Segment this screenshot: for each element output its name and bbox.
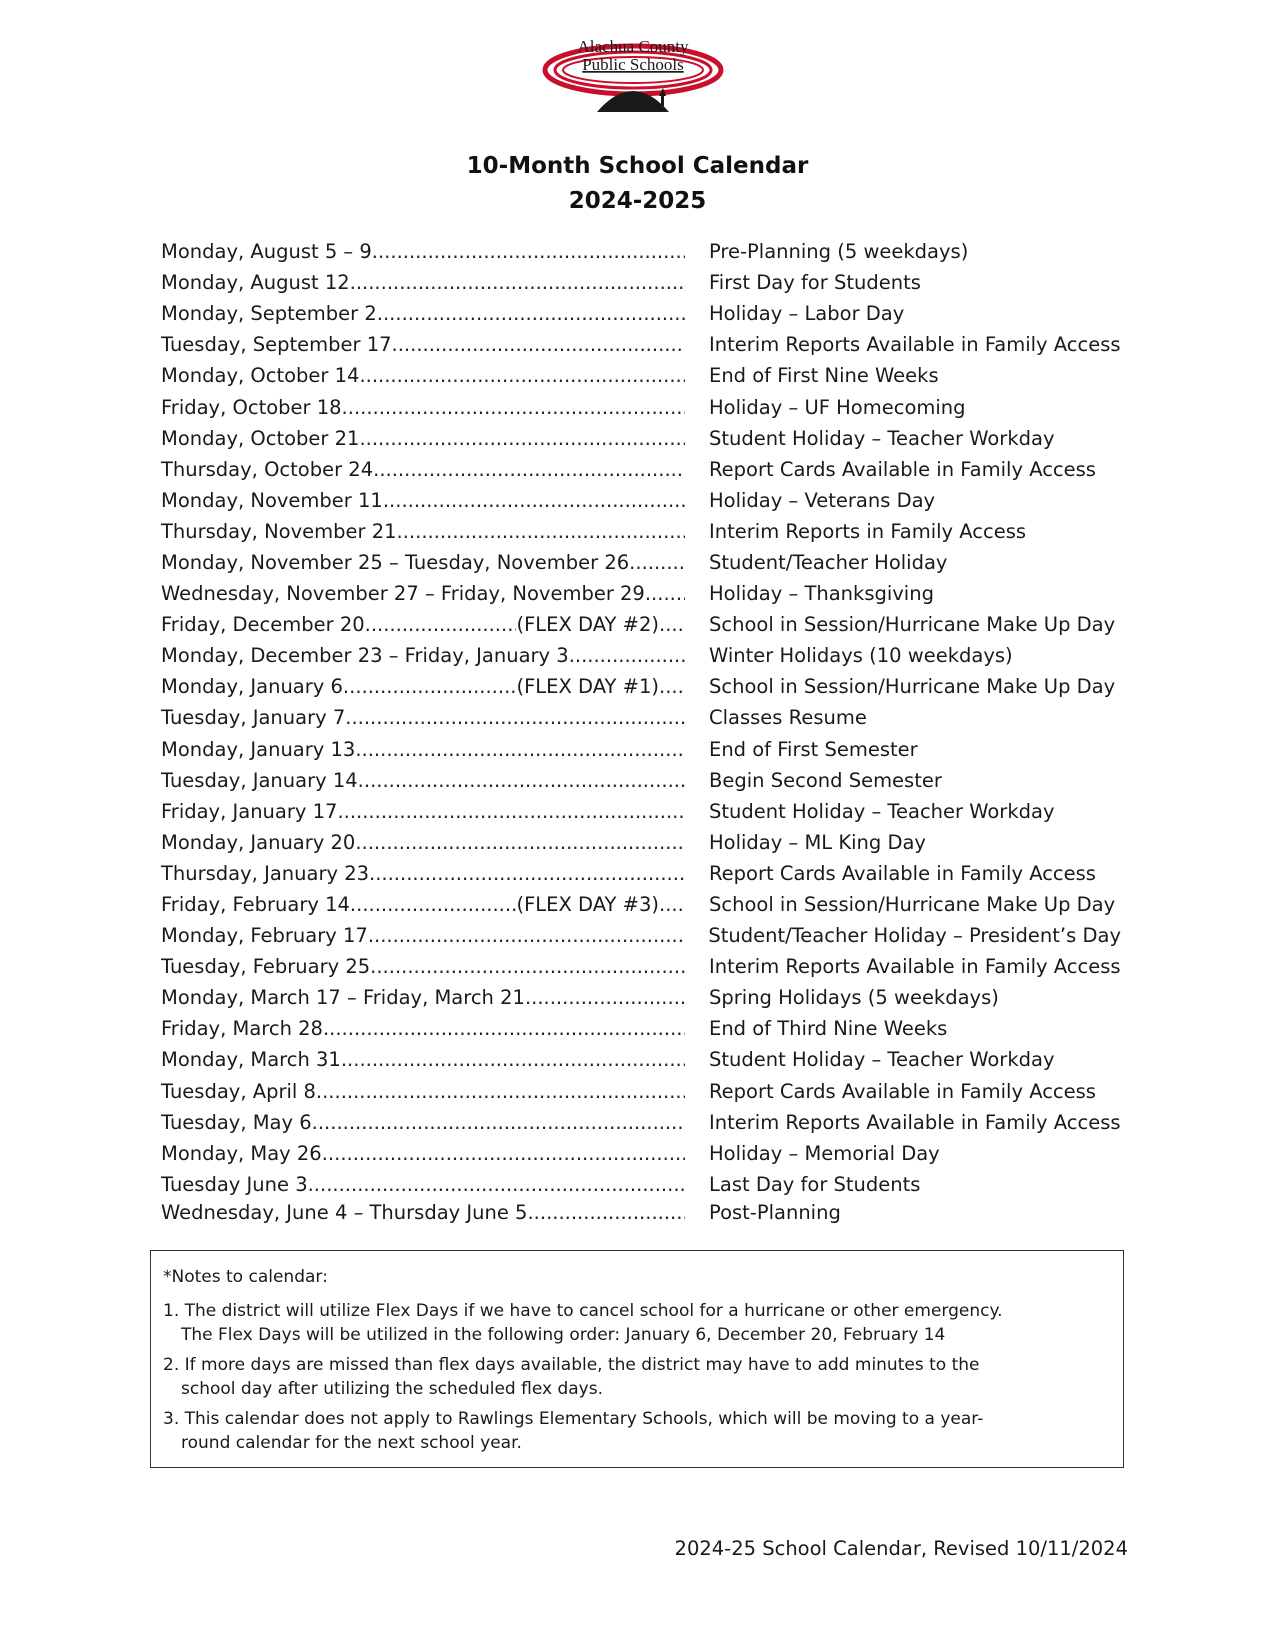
calendar-row bbox=[161, 423, 1121, 454]
calendar-row bbox=[161, 858, 1121, 889]
calendar-row bbox=[161, 640, 1121, 671]
calendar-date: Monday, October 14 bbox=[161, 364, 360, 388]
dot-leader bbox=[372, 240, 685, 263]
calendar-event: Winter Holidays (10 weekdays) bbox=[709, 644, 1013, 668]
flex-day-label: (FLEX DAY #2) bbox=[516, 613, 659, 637]
calendar-row bbox=[161, 702, 1121, 733]
calendar-row bbox=[161, 391, 1121, 422]
calendar-date: Tuesday, February 25 bbox=[161, 955, 371, 979]
dot-leader bbox=[350, 271, 685, 294]
dot-leader bbox=[358, 769, 685, 792]
calendar-event: Holiday – Thanksgiving bbox=[709, 582, 934, 606]
date-cell bbox=[161, 333, 685, 356]
date-cell bbox=[161, 986, 685, 1009]
calendar-row bbox=[161, 578, 1121, 609]
dot-leader bbox=[323, 1017, 685, 1040]
dot-leader bbox=[369, 862, 685, 885]
date-cell bbox=[161, 955, 685, 978]
dot-leader bbox=[377, 302, 685, 325]
calendar-date: Tuesday, January 7 bbox=[161, 706, 346, 730]
date-cell bbox=[161, 489, 685, 512]
calendar-row bbox=[161, 1076, 1121, 1107]
calendar-date: Monday, February 17 bbox=[161, 924, 368, 948]
dot-leader bbox=[355, 738, 685, 761]
calendar-event: Last Day for Students bbox=[709, 1172, 921, 1196]
calendar-event: Interim Reports in Family Access bbox=[709, 519, 1027, 543]
calendar-row bbox=[161, 671, 1121, 702]
date-cell bbox=[161, 458, 685, 481]
calendar-event: End of First Nine Weeks bbox=[709, 364, 939, 388]
calendar-date: Monday, January 13 bbox=[161, 737, 356, 761]
date-cell bbox=[161, 706, 685, 729]
calendar-event: School in Session/Hurricane Make Up Day bbox=[709, 893, 1116, 917]
calendar-date: Friday, October 18 bbox=[161, 395, 342, 419]
dot-leader bbox=[355, 831, 685, 854]
calendar-date: Wednesday, June 4 – Thursday June 5 bbox=[161, 1200, 528, 1224]
date-cell bbox=[161, 551, 685, 574]
calendar-date: Tuesday, April 8 bbox=[161, 1079, 316, 1103]
calendar-row bbox=[161, 982, 1121, 1013]
notes-box bbox=[150, 1250, 1124, 1468]
dot-leader bbox=[350, 893, 517, 916]
calendar-row bbox=[161, 485, 1121, 516]
calendar-date: Friday, December 20 bbox=[161, 613, 365, 637]
dot-leader bbox=[368, 924, 685, 947]
dot-leader bbox=[359, 364, 685, 387]
calendar-row bbox=[161, 329, 1121, 360]
calendar-row bbox=[161, 765, 1121, 796]
dot-leader bbox=[365, 613, 517, 636]
date-cell bbox=[161, 644, 685, 667]
dot-leader bbox=[312, 1111, 685, 1134]
calendar-row bbox=[161, 547, 1121, 578]
calendar-event: End of First Semester bbox=[709, 737, 918, 761]
dot-leader bbox=[342, 396, 685, 419]
dot-leader bbox=[392, 333, 685, 356]
calendar-date: Friday, January 17 bbox=[161, 799, 338, 823]
date-cell bbox=[161, 1173, 685, 1196]
calendar-event: Begin Second Semester bbox=[709, 768, 942, 792]
calendar-date: Monday, December 23 – Friday, January 3 bbox=[161, 644, 569, 668]
calendar-date: Thursday, October 24 bbox=[161, 457, 374, 481]
calendar-event: Report Cards Available in Family Access bbox=[709, 457, 1096, 481]
flex-day-label: (FLEX DAY #1) bbox=[516, 675, 659, 699]
calendar-date: Monday, January 20 bbox=[161, 830, 356, 854]
calendar-event: Student/Teacher Holiday bbox=[709, 550, 948, 574]
calendar-date: Monday, January 6 bbox=[161, 675, 343, 699]
date-cell bbox=[161, 271, 685, 294]
calendar-date: Monday, August 12 bbox=[161, 271, 350, 295]
date-cell bbox=[161, 240, 685, 263]
calendar-event: Pre-Planning (5 weekdays) bbox=[709, 240, 969, 264]
calendar-date: Monday, November 25 – Tuesday, November 26 bbox=[161, 550, 630, 574]
calendar-date: Friday, March 28 bbox=[161, 1017, 323, 1041]
date-cell bbox=[161, 831, 685, 854]
calendar-row bbox=[161, 951, 1121, 982]
calendar-date: Monday, August 5 – 9 bbox=[161, 240, 372, 264]
dot-leader bbox=[527, 1201, 685, 1224]
date-cell bbox=[161, 396, 685, 419]
calendar-row bbox=[161, 1044, 1121, 1075]
note-item: 3. This calendar does not apply to Rawlings Elementary Schools, which will be moving to a year-round calendar for the next school year. bbox=[163, 1409, 984, 1453]
date-cell bbox=[161, 893, 685, 916]
calendar-event: Spring Holidays (5 weekdays) bbox=[709, 986, 999, 1010]
calendar-event: School in Session/Hurricane Make Up Day bbox=[709, 613, 1116, 637]
calendar-date: Monday, September 2 bbox=[161, 302, 377, 326]
calendar-event: Student Holiday – Teacher Workday bbox=[709, 1048, 1055, 1072]
date-cell bbox=[161, 862, 685, 885]
calendar-row bbox=[161, 827, 1121, 858]
date-cell bbox=[161, 1048, 685, 1071]
dot-leader bbox=[343, 675, 517, 698]
calendar-date: Tuesday June 3 bbox=[161, 1172, 308, 1196]
date-cell bbox=[161, 675, 685, 698]
date-cell bbox=[161, 1080, 685, 1103]
calendar-date: Wednesday, November 27 – Friday, November 29 bbox=[161, 582, 645, 606]
dot-leader bbox=[322, 1142, 685, 1165]
dot-leader bbox=[525, 986, 685, 1009]
dot-leader bbox=[383, 489, 685, 512]
calendar-date: Thursday, January 23 bbox=[161, 861, 370, 885]
calendar-event: Student Holiday – Teacher Workday bbox=[709, 426, 1055, 450]
calendar-event: First Day for Students bbox=[709, 271, 921, 295]
date-cell bbox=[161, 1201, 685, 1224]
calendar-event: Holiday – UF Homecoming bbox=[709, 395, 966, 419]
calendar-event: Interim Reports Available in Family Access bbox=[709, 1110, 1121, 1134]
dot-leader bbox=[341, 1048, 685, 1071]
note-item: 2. If more days are missed than flex days available, the district may have to add minutes to the school day after utilizing the scheduled flex days. bbox=[163, 1355, 980, 1399]
calendar-schedule bbox=[161, 236, 1121, 1228]
dot-leader bbox=[659, 893, 685, 916]
dot-leader bbox=[397, 520, 685, 543]
calendar-event: Classes Resume bbox=[709, 706, 867, 730]
calendar-row bbox=[161, 889, 1121, 920]
calendar-event: Interim Reports Available in Family Access bbox=[709, 955, 1121, 979]
page-title: 10-Month School Calendar bbox=[466, 153, 809, 179]
calendar-row bbox=[161, 298, 1121, 329]
calendar-row bbox=[161, 796, 1121, 827]
calendar-date: Monday, March 31 bbox=[161, 1048, 341, 1072]
calendar-event: Report Cards Available in Family Access bbox=[709, 1079, 1096, 1103]
dot-leader bbox=[316, 1080, 685, 1103]
dot-leader bbox=[359, 427, 685, 450]
date-cell bbox=[161, 769, 685, 792]
calendar-event: Student/Teacher Holiday – President’s Day bbox=[708, 924, 1121, 948]
footer-revision: 2024-25 School Calendar, Revised 10/11/2024 bbox=[674, 1537, 1128, 1560]
calendar-event: Holiday – Memorial Day bbox=[709, 1141, 940, 1165]
dot-leader bbox=[569, 644, 685, 667]
dot-leader bbox=[373, 458, 685, 481]
calendar-row bbox=[161, 1169, 1121, 1200]
dot-leader bbox=[370, 955, 685, 978]
date-cell bbox=[161, 613, 685, 636]
dot-leader bbox=[308, 1173, 685, 1196]
dot-leader bbox=[659, 675, 685, 698]
calendar-date: Monday, May 26 bbox=[161, 1141, 322, 1165]
note-item: 1. The district will utilize Flex Days if we have to cancel school for a hurricane or other emergency. The Flex Days will be utilized in the following order: January 6, December 20, February 14 bbox=[163, 1301, 1003, 1345]
calendar-date: Monday, March 17 – Friday, March 21 bbox=[161, 986, 525, 1010]
calendar-row bbox=[161, 1197, 1121, 1228]
date-cell bbox=[161, 364, 685, 387]
calendar-row bbox=[161, 236, 1121, 267]
date-cell bbox=[161, 520, 685, 543]
calendar-event: Interim Reports Available in Family Access bbox=[709, 333, 1121, 357]
calendar-event: Holiday – Labor Day bbox=[709, 302, 905, 326]
calendar-date: Thursday, November 21 bbox=[161, 519, 397, 543]
calendar-date: Tuesday, January 14 bbox=[161, 768, 358, 792]
calendar-row bbox=[161, 267, 1121, 298]
dot-leader bbox=[629, 551, 685, 574]
calendar-row bbox=[161, 454, 1121, 485]
calendar-date: Tuesday, May 6 bbox=[161, 1110, 312, 1134]
logo-line2: Public Schools bbox=[582, 55, 684, 74]
calendar-date: Monday, October 21 bbox=[161, 426, 360, 450]
date-cell bbox=[161, 738, 685, 761]
calendar-row bbox=[161, 1138, 1121, 1169]
date-cell bbox=[161, 800, 685, 823]
school-year: 2024-2025 bbox=[568, 188, 707, 214]
calendar-event: Report Cards Available in Family Access bbox=[709, 861, 1096, 885]
calendar-row bbox=[161, 516, 1121, 547]
logo-line1: Alachua County bbox=[577, 37, 689, 56]
calendar-event: Holiday – Veterans Day bbox=[709, 488, 936, 512]
calendar-date: Monday, November 11 bbox=[161, 488, 383, 512]
dot-leader bbox=[337, 800, 685, 823]
calendar-event: End of Third Nine Weeks bbox=[709, 1017, 948, 1041]
date-cell bbox=[161, 427, 685, 450]
district-logo bbox=[535, 36, 735, 120]
date-cell bbox=[161, 302, 685, 325]
calendar-row bbox=[161, 609, 1121, 640]
date-cell bbox=[161, 1111, 685, 1134]
calendar-row bbox=[161, 920, 1121, 951]
calendar-event: Holiday – ML King Day bbox=[709, 830, 926, 854]
dot-leader bbox=[659, 613, 685, 636]
calendar-date: Friday, February 14 bbox=[161, 893, 350, 917]
calendar-event: Student Holiday – Teacher Workday bbox=[709, 799, 1055, 823]
calendar-event: Post-Planning bbox=[709, 1200, 841, 1224]
flex-day-label: (FLEX DAY #3) bbox=[516, 893, 659, 917]
dot-leader bbox=[645, 582, 685, 605]
calendar-event: School in Session/Hurricane Make Up Day bbox=[709, 675, 1116, 699]
date-cell bbox=[161, 1017, 685, 1040]
dot-leader bbox=[345, 706, 685, 729]
calendar-row bbox=[161, 1013, 1121, 1044]
date-cell bbox=[161, 1142, 685, 1165]
calendar-row bbox=[161, 360, 1121, 391]
calendar-date: Tuesday, September 17 bbox=[161, 333, 392, 357]
date-cell bbox=[161, 924, 684, 947]
logo-graphic bbox=[535, 36, 735, 120]
calendar-row bbox=[161, 1107, 1121, 1138]
date-cell bbox=[161, 582, 685, 605]
notes-heading: *Notes to calendar: bbox=[163, 1267, 328, 1287]
calendar-row bbox=[161, 734, 1121, 765]
